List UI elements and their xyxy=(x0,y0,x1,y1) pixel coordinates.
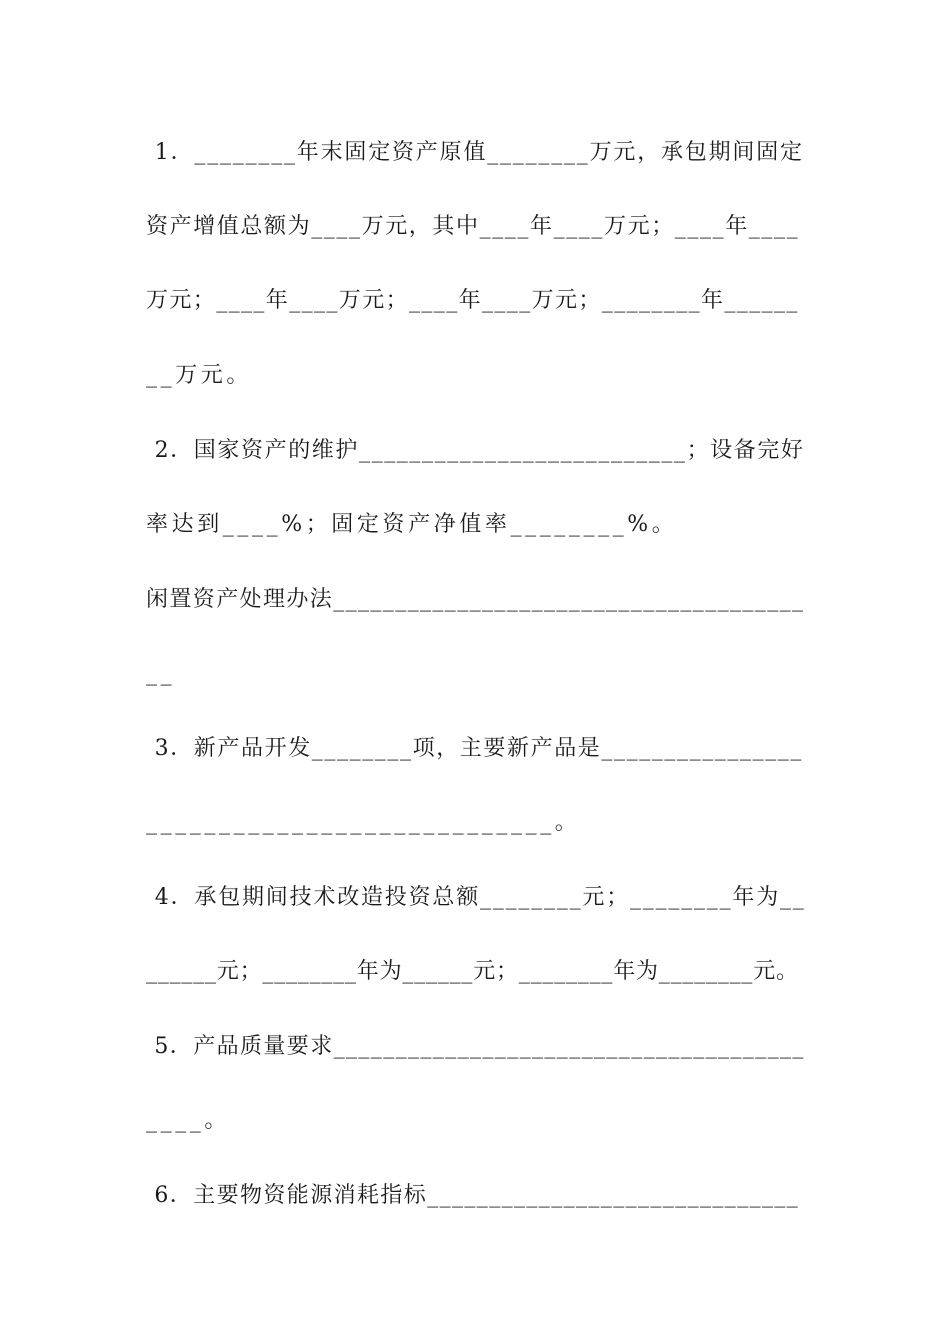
clause-2-line-2: 率达到____%；固定资产净值率________%。 xyxy=(146,512,678,537)
clause-4-line-1: 4．承包期间技术改造投资总额________元；________年为__ xyxy=(146,885,806,910)
clause-6-line-1: 6．主要物资能源消耗指标______________________________ xyxy=(146,1183,800,1208)
clause-2-line-1: 2．国家资产的维护__________________________；设备完好 xyxy=(146,438,805,463)
clause-1-line-4: __万元。 xyxy=(146,363,253,388)
clause-2-line-4: __ xyxy=(146,661,176,686)
clause-5-line-2: ____。 xyxy=(146,1108,231,1133)
clause-1-line-2: 资产增值总额为____万元，其中____年____万元；____年____ xyxy=(146,214,800,239)
clause-5-line-1: 5．产品质量要求______________________________________ xyxy=(146,1034,805,1059)
clause-3-line-2: ____________________________。 xyxy=(146,810,581,835)
clause-4-line-2: ______元；________年为______元；________年为________元。 xyxy=(146,959,799,984)
clause-3-line-1: 3．新产品开发________项，主要新产品是________________ xyxy=(146,736,803,761)
clause-1-line-3: 万元；____年____万元；____年____万元；________年______ xyxy=(146,288,799,313)
clause-1-line-1: 1．________年末固定资产原值________万元，承包期间固定 xyxy=(146,140,804,165)
clause-2-line-3: 闲置资产处理办法______________________________________ xyxy=(146,587,805,612)
